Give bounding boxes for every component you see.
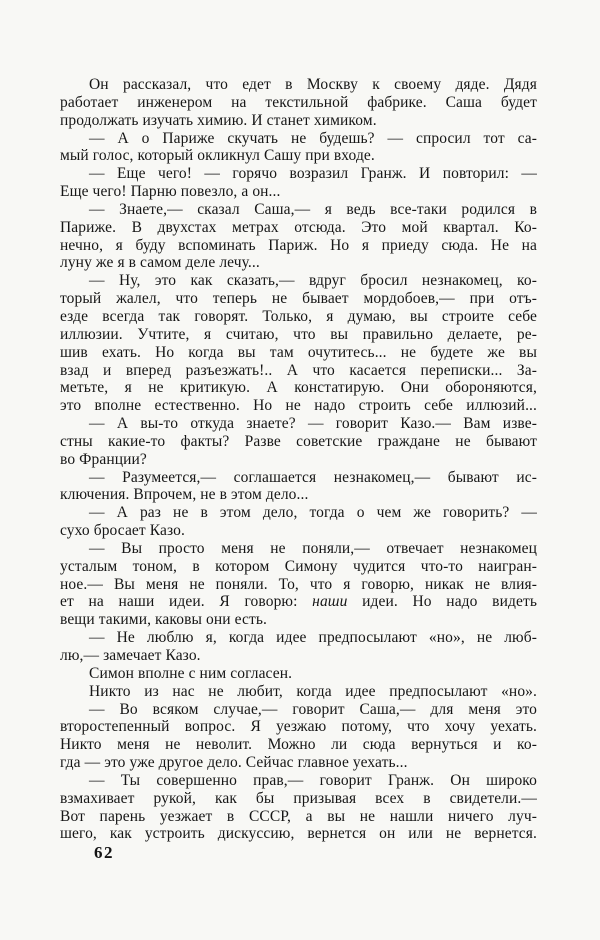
text-segment: — Ты совершенно прав,— говорит Гранж. Он широко bbox=[89, 771, 537, 789]
text-line bbox=[60, 772, 537, 790]
text-line bbox=[60, 254, 537, 272]
text-segment: сухо бросает Казо. bbox=[60, 522, 185, 540]
text-line bbox=[60, 629, 537, 647]
text-line bbox=[60, 451, 537, 469]
text-segment: — Еще чего! — горячо возразил Гранж. И повторил: — bbox=[89, 165, 537, 183]
text-line bbox=[60, 522, 537, 540]
text-line bbox=[60, 736, 537, 754]
text-segment: Вот парень уезжает в СССР, а вы не нашли ничего луч- bbox=[60, 807, 537, 825]
text-line bbox=[60, 237, 537, 255]
text-segment: ключения. Впрочем, не в этом дело... bbox=[60, 486, 309, 504]
text-segment: Он рассказал, что едет в Москву к своему дяде. Дядя bbox=[89, 76, 537, 93]
text-segment: продолжать изучать химию. И станет химиком. bbox=[60, 111, 377, 129]
text-line bbox=[60, 415, 537, 433]
italic-text-segment: наши bbox=[312, 593, 348, 611]
text-segment: — Не люблю я, когда идее предпосылают «но», не люб- bbox=[89, 629, 537, 647]
text-segment: стны какие-то факты? Разве советские граждане не бывают bbox=[60, 432, 537, 450]
text-segment: езде всегда так говорят. Только, я думаю, вы строите себе bbox=[60, 307, 537, 325]
text-line bbox=[60, 308, 537, 326]
text-line bbox=[60, 201, 537, 219]
text-segment: — Ну, это как сказать,— вдруг бросил незнакомец, ко- bbox=[89, 272, 537, 290]
text-line bbox=[60, 808, 537, 826]
text-segment: нечно, я буду вспоминать Париж. Но я приеду сюда. Не на bbox=[60, 236, 537, 254]
text-segment: — Вы просто меня не поняли,— отвечает незнакомец bbox=[89, 539, 537, 557]
text-segment: Никто из нас не любит, когда идее предпосылают «но». bbox=[89, 682, 537, 700]
text-segment: гда — это уже другое дело. Сейчас главное уехать... bbox=[60, 754, 408, 772]
text-segment: идеи. Но надо видеть bbox=[347, 593, 538, 611]
text-segment: шив ехать. Но когда вы там очутитесь... не будете же вы bbox=[60, 343, 537, 361]
text-segment: шего, как устроить дискуссию, вернется он или не вернется. bbox=[60, 825, 537, 843]
text-line bbox=[60, 790, 537, 808]
text-segment: — А раз не в этом дело, тогда о чем же говорить? — bbox=[89, 504, 537, 522]
text-line bbox=[60, 219, 537, 237]
text-line bbox=[60, 576, 537, 594]
text-line bbox=[60, 165, 537, 183]
text-segment: — Разумеется,— соглашается незнакомец,— бывают ис- bbox=[89, 468, 537, 486]
text-segment: Симон вполне с ним согласен. bbox=[89, 664, 293, 682]
text-segment: торый жалел, что теперь не бывает мордобоев,— при отъ- bbox=[60, 290, 537, 308]
text-segment: луну же я в самом деле лечу... bbox=[60, 254, 260, 272]
text-segment: взмахивает рукой, как бы призывая всех в свидетели.— bbox=[60, 789, 537, 807]
text-line bbox=[60, 326, 537, 344]
text-block bbox=[60, 76, 537, 843]
text-segment: — А вы-то откуда знаете? — говорит Казо.— Вам изве- bbox=[89, 415, 537, 433]
text-line bbox=[60, 183, 537, 201]
text-line bbox=[60, 76, 537, 94]
text-line bbox=[60, 611, 537, 629]
text-segment: работает инженером на текстильной фабрике. Саша будет bbox=[60, 93, 537, 111]
text-segment: ное.— Вы меня не поняли. То, что я говорю, никак не влия- bbox=[60, 575, 537, 593]
text-segment: ет на наши идеи. Я говорю: bbox=[60, 593, 313, 611]
text-segment: взад и вперед разъезжать!.. А что касается переписки... За- bbox=[60, 361, 537, 379]
text-line bbox=[60, 130, 537, 148]
text-segment: второстепенный вопрос. Я уезжаю потому, что хочу уехать. bbox=[60, 718, 537, 736]
text-line bbox=[60, 683, 537, 701]
text-line bbox=[60, 540, 537, 558]
text-line bbox=[60, 504, 537, 522]
text-segment: метьте, я не критикую. А констатирую. Они обороняются, bbox=[60, 379, 537, 397]
text-line bbox=[60, 94, 537, 112]
text-line bbox=[60, 486, 537, 504]
text-segment: лю,— замечает Казо. bbox=[60, 647, 201, 664]
text-line bbox=[60, 344, 537, 362]
text-line bbox=[60, 718, 537, 736]
text-segment: — Знаете,— сказал Саша,— я ведь все-таки родился в bbox=[89, 200, 537, 218]
text-line bbox=[60, 469, 537, 487]
text-line bbox=[60, 433, 537, 451]
text-line bbox=[60, 665, 537, 683]
text-segment: Еще чего! Парню повезло, а он... bbox=[60, 183, 281, 201]
text-line bbox=[60, 362, 537, 380]
text-segment: Никто меня не неволит. Можно ли сюда вернуться и ко- bbox=[60, 736, 537, 754]
text-line bbox=[60, 647, 537, 665]
text-segment: усталым тоном, в котором Симону чудится что-то наигран- bbox=[60, 557, 537, 575]
text-line bbox=[60, 272, 537, 290]
text-line bbox=[60, 112, 537, 130]
page-number: 62 bbox=[94, 843, 114, 862]
text-line bbox=[60, 701, 537, 719]
text-line bbox=[60, 397, 537, 415]
text-line bbox=[60, 593, 537, 611]
text-segment: иллюзии. Учтите, я считаю, что вы правильно делаете, ре- bbox=[60, 325, 537, 343]
text-segment: Париже. В двухстах метрах отсюда. Это мой квартал. Ко- bbox=[60, 218, 537, 236]
text-segment: во Франции? bbox=[60, 450, 147, 468]
text-segment: мый голос, который окликнул Сашу при входе. bbox=[60, 147, 375, 165]
text-segment: — Во всяком случае,— говорит Саша,— для меня это bbox=[89, 700, 537, 718]
text-line bbox=[60, 825, 537, 843]
text-segment: вещи такими, каковы они есть. bbox=[60, 611, 267, 629]
text-segment: — А о Париже скучать не будешь? — спросил тот са- bbox=[89, 129, 537, 147]
text-line bbox=[60, 290, 537, 308]
text-line bbox=[60, 558, 537, 576]
text-line bbox=[60, 379, 537, 397]
text-line bbox=[60, 754, 537, 772]
text-segment: это вполне естественно. Но не надо строить себе иллюзий... bbox=[60, 397, 537, 415]
text-line bbox=[60, 147, 537, 165]
